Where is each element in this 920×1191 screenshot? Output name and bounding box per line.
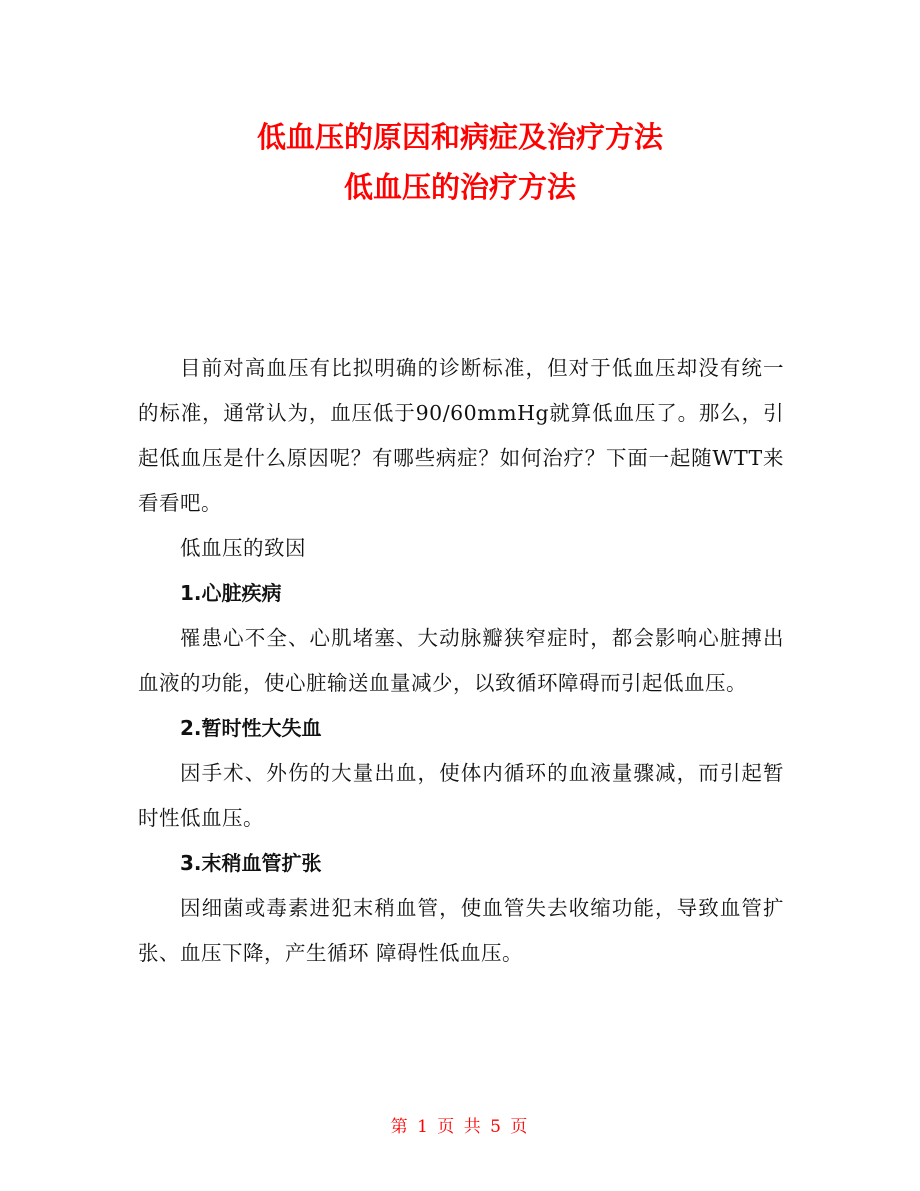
section-label: 低血压的致因 <box>180 536 306 560</box>
title-block <box>0 112 920 212</box>
item-text-blood-loss: 因手术、外伤的大量出血，使体内循环的血液量骤减，而引起暂时性低血压。 <box>138 761 784 830</box>
document-subtitle: 低血压的治疗方法 <box>343 170 576 204</box>
item-text-vasodilation: 因细菌或毒素进犯末稍血管，使血管失去收缩功能，导致血管扩张、血压下降，产生循环 障碍性低血压。 <box>138 896 784 965</box>
document-body <box>138 346 784 976</box>
document-title: 低血压的原因和病症及治疗方法 <box>256 120 663 154</box>
page-indicator: 第 1 页 共 5 页 <box>390 1117 530 1137</box>
item-heading-blood-loss: 2.暂时性大失血 <box>180 716 322 740</box>
item-text-heart-disease: 罹患心不全、心肌堵塞、大动脉瓣狭窄症时，都会影响心脏搏出血液的功能，使心脏输送血量减少，以致循环障碍而引起低血压。 <box>138 626 784 695</box>
item-heading-vasodilation: 3.末稍血管扩张 <box>180 851 322 875</box>
intro-paragraph: 目前对高血压有比拟明确的诊断标准，但对于低血压却没有统一的标准，通常认为，血压低于90/60mmHg就算低血压了。那么，引起低血压是什么原因呢？有哪些病症？如何治疗？下面一起随WTT来看看吧。 <box>138 356 784 515</box>
item-heading-heart-disease: 1.心脏疾病 <box>180 581 282 605</box>
